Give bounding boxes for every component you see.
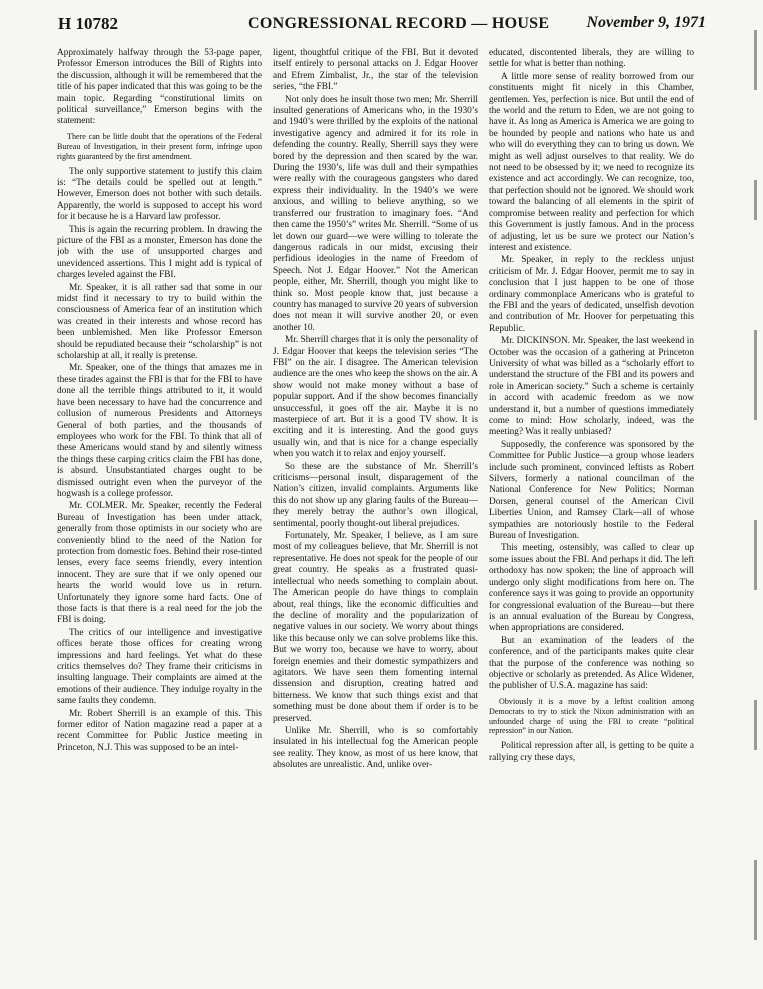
edge-mark: [754, 520, 757, 590]
edge-mark: [754, 700, 757, 750]
paragraph: The critics of our intelligence and investigative offices berate those offices for creating wrong impressions and hard feelings. Yet what do these critics themselves do? They frame their criticisms in insulting language. Their complaints are aimed at the emotions of their audience. They indulge royalty in the same faults they condemn.: [57, 627, 262, 707]
paragraph: Fortunately, Mr. Speaker, I believe, as I am sure most of my colleagues believe, that Mr. Sherrill is not representative. He does not speak for the people of our great country. He speaks as a frustrated quasi-intellectual who needs something to complain about. The American people do have things to complain about, real things, like the economic difficulties and the decline of morality and the popularization of negative values in our society. We worry about things like this because only we can solve problems like this. But we worry too, because we have to worry, about foreign enemies and their domestic sympathizers and agitators. We have seen them fomenting internal dissension and disruption, creating hatred and bitterness. We know that such things exist and that something must be done about them if order is to be preserved.: [273, 531, 478, 724]
publication-title: CONGRESSIONAL RECORD — HOUSE: [248, 15, 550, 32]
edge-mark: [754, 330, 757, 420]
paragraph: Approximately halfway through the 53-page paper, Professor Emerson introduces the Bill of Rights into the discussion, although it will be remembered that the title of his paper indicated that this was going to be the main topic. Regarding “constitutional limits on political surveillance,” Emerson begins with the statement:: [57, 48, 262, 127]
paragraph: Mr. DICKINSON. Mr. Speaker, the last weekend in October was the occasion of a gathering at Princeton University of what was billed as a “scholarly effort to understand the structure of the FBI and its powers and role in American society.” Such a scheme is certainly in accord with academic freedom as we now understand it, but a number of questions immediately come to mind: How scholarly, indeed, was the meeting? Was it really unbiased?: [489, 336, 694, 438]
paragraph: Political repression after all, is getting to be quite a rallying cry these days,: [489, 741, 694, 763]
paragraph: The only supportive statement to justify this claim is: “The details could be spelled out at length.” However, Emerson does not bother with such details. Apparently, the world is supposed to accept his word for it because he is a Harvard law professor.: [57, 166, 262, 223]
block-quote: There can be little doubt that the operations of the Federal Bureau of Investigation, in their present form, infringe upon rights guaranteed by the first amendment.: [57, 131, 262, 161]
paragraph: This meeting, ostensibly, was called to clear up some issues about the FBI. And perhaps it did. The left orthodoxy has now spoken; the line of approach will undergo only slight modifications from here on. The conference says it was going to provide an opportunity for congressional evaluation of the Bureau—but there is an annual evaluation of the Bureau by Congress, when appropriations are considered.: [489, 543, 694, 634]
paragraph: Mr. Speaker, in reply to the reckless unjust criticism of Mr. J. Edgar Hoover, permit me to say in conclusion that I just happen to be one of those ordinary commonplace Americans who is grateful to the FBI and the years of dedicated, unselfish devotion and contribution of Mr. Hoover for perpetuating this Republic.: [489, 255, 694, 334]
text-column-1: [57, 48, 262, 983]
paragraph: Mr. COLMER. Mr. Speaker, recently the Federal Bureau of Investigation has been under attack, generally from those optimists in our society who are conveniently blind to the need of the Nation for protection from domestic foes. Behind their rose-tinted lenses, every face seems friendly, every intention innocent. They are sure that if we only opened our hearts the world would love us in return. Unfortunately they ignore some hard facts. One of those facts is that there is a real need for the job the FBI is doing.: [57, 501, 262, 626]
issue-date: November 9, 1971: [586, 14, 706, 31]
paragraph: Unlike Mr. Sherrill, who is so comfortably insulated in his intellectual fog the American people see reality. They know, as most of us here know, that absolutes are unrealistic. And, unlike over-: [273, 725, 478, 771]
page-number: H 10782: [58, 14, 118, 33]
paragraph: ligent, thoughtful critique of the FBI. But it devoted itself entirely to personal attacks on J. Edgar Hoover and Efrem Zimbalist, Jr., the star of the television series, “the FBI.”: [273, 48, 478, 93]
page-header: [58, 14, 706, 36]
paragraph: Not only does he insult those two men; Mr. Sherrill insulted generations of Americans who, in the 1930’s and 1940’s were thrilled by the exploits of the national investigative agency and admired it for its role in defending the country. Really, Sherrill says they were bored by the depression and then scared by the war. During the 1930’s, life was dull and their sympathies were really with the courageous gangsters who dared express their individuality. In the 1940’s we were anxious, and willing to believe anything, so we transferred our frustration to imaginary foes. “And then came the 1950’s” writes Mr. Sherrill. “Some of us let down our guard—we were willing to tolerate the dangerous radicals in our midst, excusing their perfidious ideologies in the name of Freedom of Speech. Not J. Edgar Hoover.” Not the American people, either, Mr. Sherrill, though you might like to think so. Most people know that, just because a country has managed to survive 20 years of subversion does not mean it will survive another 20, or even another 10.: [273, 94, 478, 333]
paragraph: So these are the substance of Mr. Sherrill’s criticisms—personal insult, disparagement of the Nation’s citizen, invalid complaints. Arguments like this do not show up any glaring faults of the Bureau—they merely betray the author’s own illogical, sentimental, poorly thought-out liberal prejudices.: [273, 461, 478, 529]
paragraph: This is again the recurring problem. In drawing the picture of the FBI as a monster, Emerson has done the job with the use of unsupported charges and unevidenced assertions. This I might add is typical of charges leveled against the FBI.: [57, 224, 262, 281]
block-quote: Obviously it is a move by a leftist coalition among Democrats to try to stick the Nixon administration with an unfounded charge of using the FBI to create “political repression” in our Nation.: [489, 696, 694, 736]
paragraph: Mr. Sherrill charges that it is only the personality of J. Edgar Hoover that keeps the television series “The FBI” on the air. I disagree. The American television audience are the ones who keep the shows on the air. A show would not make money without a base of popular support. And if the show becomes financially unsuccessful, it goes off the air. Maybe it is no masterpiece of art. But it is a good TV show. It is exciting and it is interesting. And the good guys usually win, and that is nice for a change especially when you watch it to relax and enjoy yourself.: [273, 335, 478, 460]
paragraph: But an examination of the leaders of the conference, and of the participants makes quite clear that the purpose of the conference was nothing so objective or scholarly as pretended. As Alice Widener, the publisher of U.S.A. magazine has said:: [489, 635, 694, 692]
paragraph: A little more sense of reality borrowed from our constituents might fit nicely in this Chamber, gentlemen. Yes, perfection is nice. But until the end of the world and the return to Eden, we are not going to have it. As long as America is America we are going to be hounded by people and nations who hate us and who will do everything they can to bring us down. We might as well adjust ourselves to that reality. We do not need to be obsessed by it; we need to recognize its existence and act accordingly. We can recognize, too, that perfection should not be ignored. We should work toward the balancing of all elements in the spirit of compromise between reality and perfection for which this Government is justly famous. And in the process of adjusting, let us be sure we protect our Nation’s interest and existence.: [489, 71, 694, 253]
paragraph: Mr. Robert Sherrill is an example of this. This former editor of Nation magazine read a paper at a recent Committee for Public Justice meeting in Princeton, N.J. This was supposed to be an intel-: [57, 708, 262, 753]
edge-mark: [754, 30, 757, 90]
edge-mark: [754, 180, 757, 220]
text-column-3: [489, 48, 694, 983]
paragraph: Mr. Speaker, one of the things that amazes me in these tirades against the FBI is that for the FBI to have done all the terrible things attributed to it, it would have been necessary to have had the concurrence and collusion of numerous Presidents and Attorneys General of both parties, and the thousands of employees who work for the FBI. To think that all of these Americans would stand by and silently witness the things these carping critics claim the FBI has done, is absurd. Unsubstantiated charges ought to be dismissed outright even when the purveyor of the hogwash is a college professor.: [57, 363, 262, 499]
paragraph: Supposedly, the conference was sponsored by the Committee for Public Justice—a group whose leaders include such prominent, convinced leftists as Robert Silvers, formerly a national councilman of the National Conference for New Politics; Norman Dorsen, general counsel of the American Civil Liberties Union, and Ramsey Clark—all of whose sympathies are notoriously hostile to the Federal Bureau of Investigation.: [489, 439, 694, 542]
paragraph: Mr. Speaker, it is all rather sad that some in our midst find it necessary to try to build within the consciousness of America fear of an institution which was created in their interests and whose record has been unblemished. Men like Professor Emerson should be repudiated because their “scholarship” is not scholarship at all, it really is pretense.: [57, 282, 262, 362]
paragraph: educated, discontented liberals, they are willing to settle for what is better than nothing.: [489, 48, 694, 70]
edge-mark: [754, 860, 757, 940]
binding-edge-marks: [737, 0, 763, 989]
text-column-2: [273, 48, 478, 983]
